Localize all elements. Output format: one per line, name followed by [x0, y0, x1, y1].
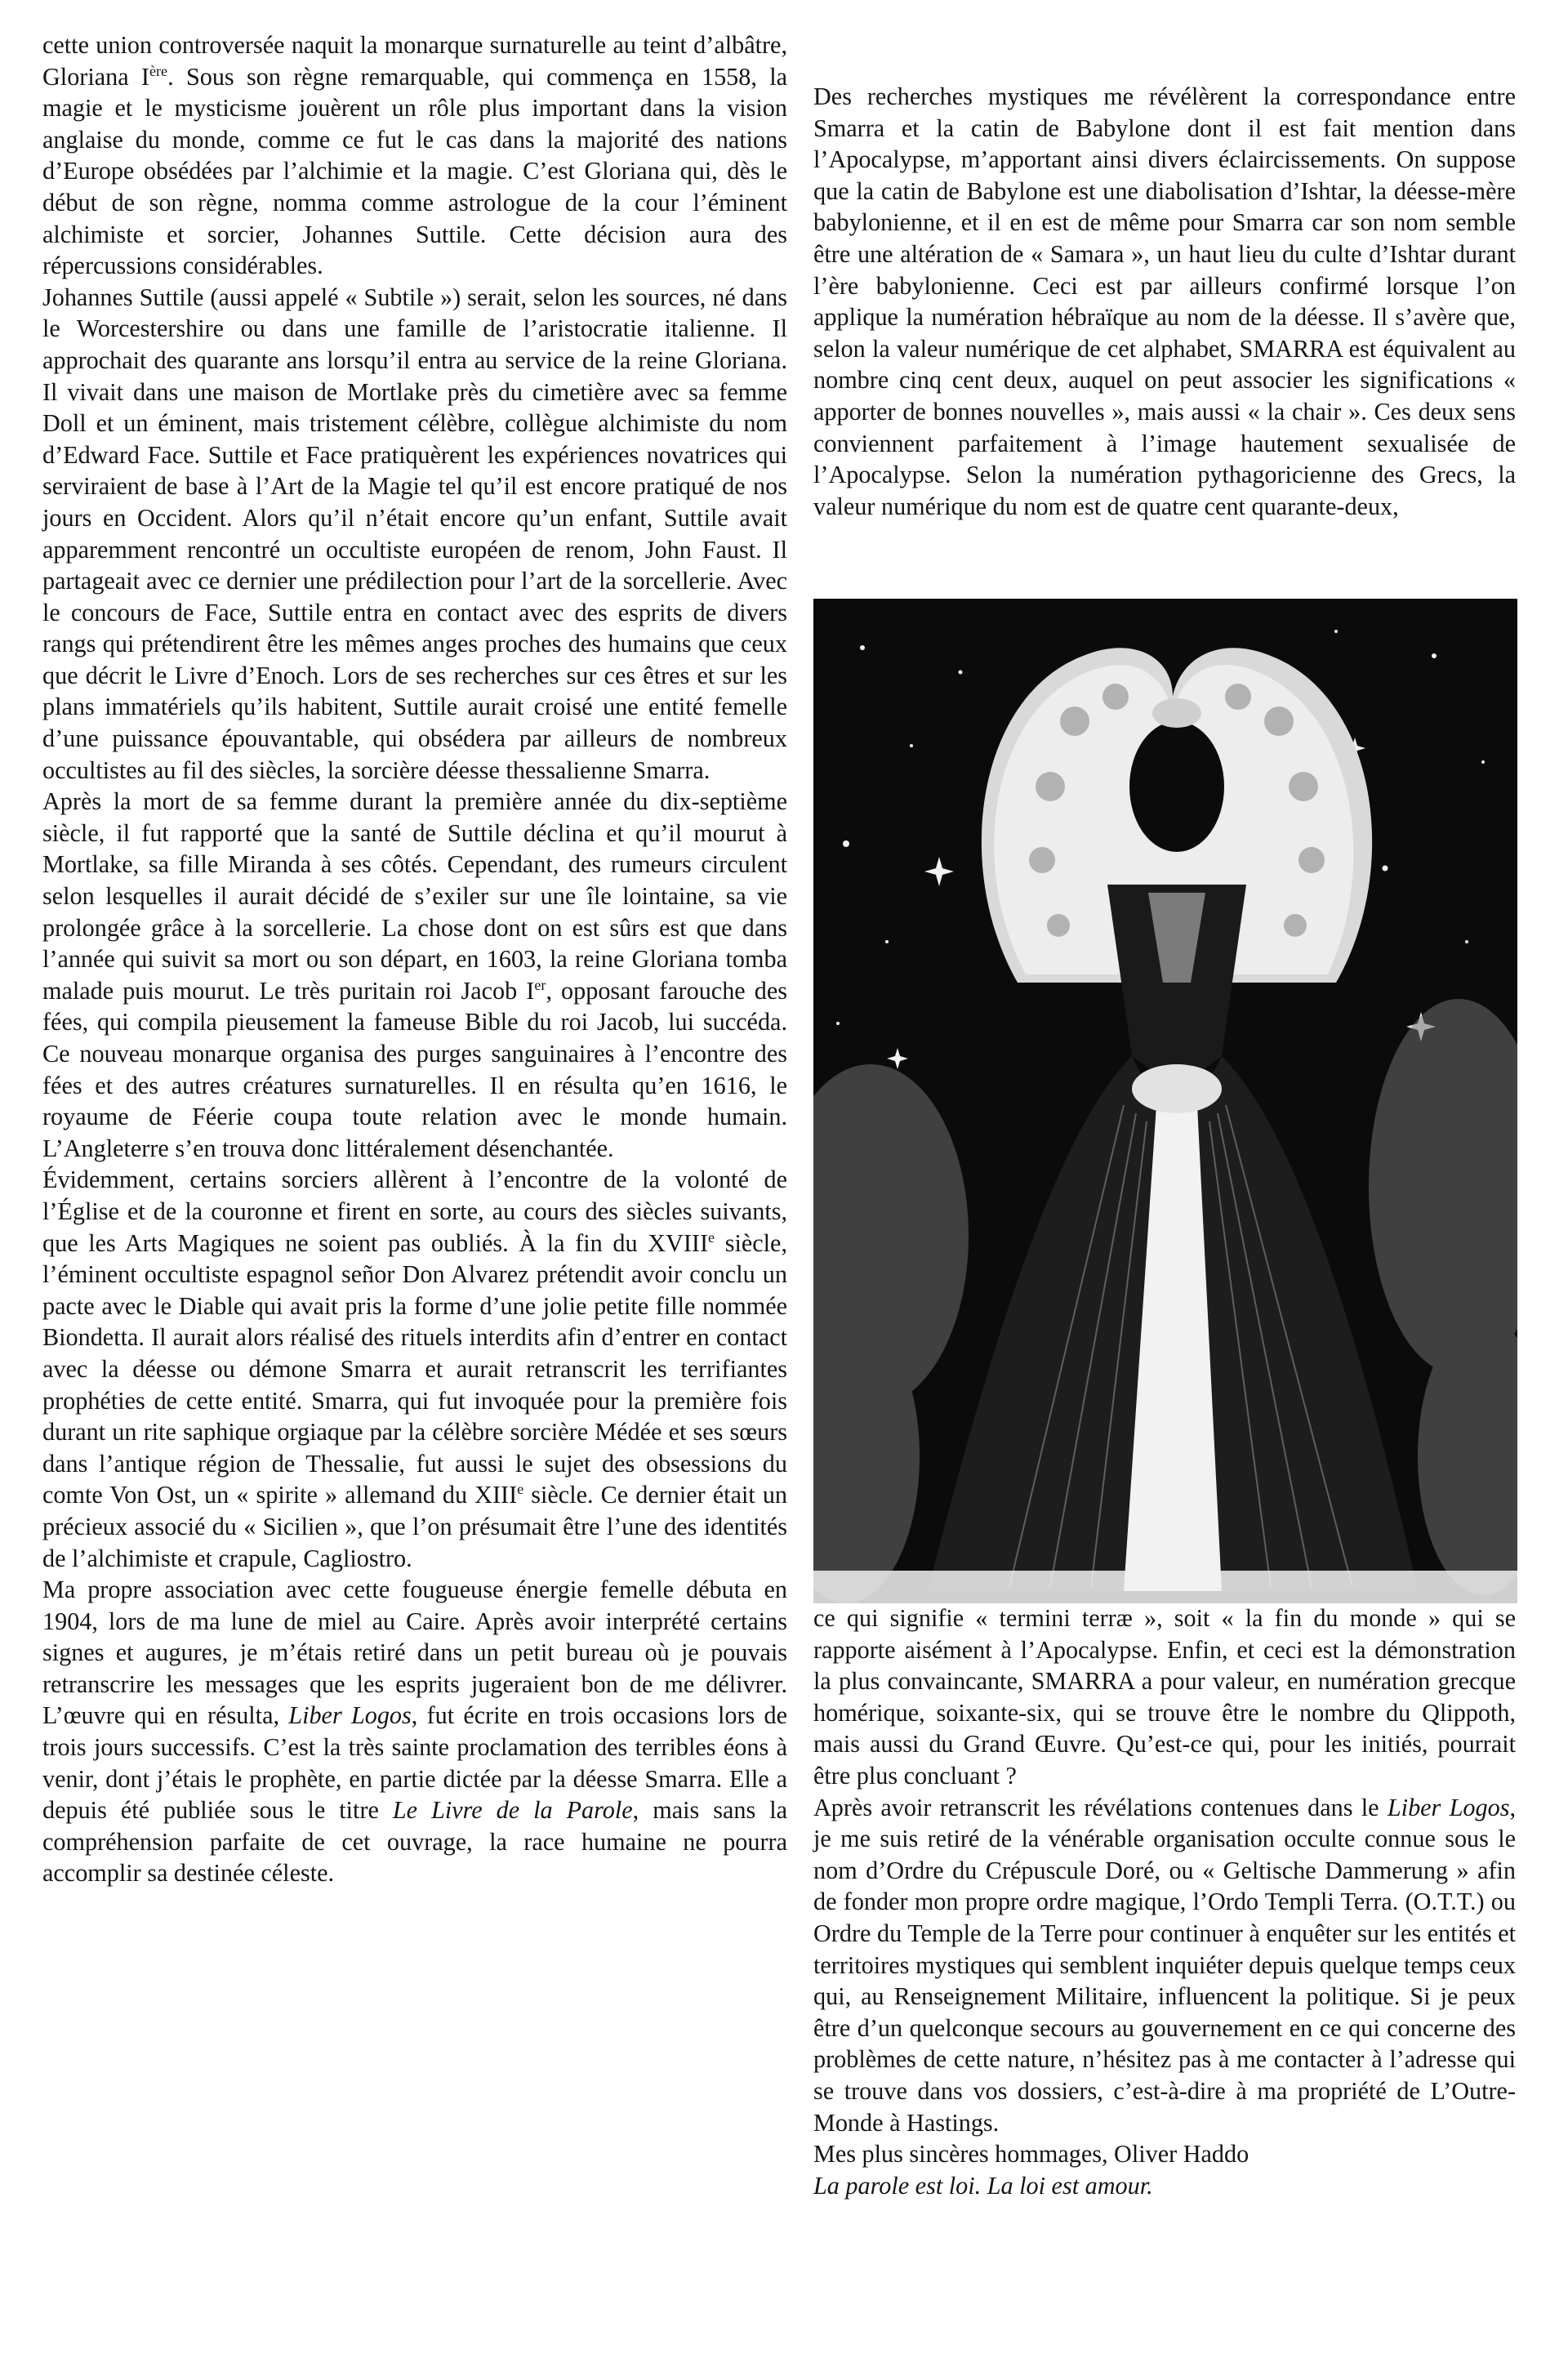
superscript: e: [708, 1228, 715, 1246]
motto: La parole est loi. La loi est amour.: [813, 2171, 1153, 2200]
paragraph: [42, 1164, 787, 1574]
text-run: . Sous son règne remarquable, qui commença en 1558, la magie et le mysticisme jouèrent un rôle plus important dans la vision anglaise du monde, comme ce fut le cas dans la majorité des nations d’Europe obsédées par l’alchimie et la magie. C’est Gloriana qui, dès le début de son règne, nomma comme astrologue de la cour l’éminent alchimiste et sorcier, Johannes Suttile. Cette décision aura des répercussions considérables.: [42, 62, 787, 280]
text-run: siècle, l’éminent occultiste espagnol señor Don Alvarez prétendit avoir conclu un pacte avec le Diable qui avait pris la forme d’une jolie petite fille nommée Biondetta. Il aurait alors réalisé des rituels interdits afin d’entrer en contact avec la déesse ou démone Smarra et aurait retranscrit les terrifiantes prophéties de cette entité. Smarra, qui fut invoquée pour la première fois durant un rite saphique orgiaque par la célèbre sorcière Médée et ses sœurs dans l’antique région de Thessalie, fut aussi le sujet des obsessions du comte Von Ost, un « spirite » allemand du XIII: [42, 1228, 787, 1509]
left-column: [42, 29, 787, 1889]
book-title: Liber Logos: [288, 1701, 412, 1730]
paragraph: [42, 29, 787, 282]
text-run: Après la mort de sa femme durant la première année du dix-septième siècle, il fut rapporté que la santé de Suttile déclina et qu’il mourut à Mortlake, sa fille Miranda à ses côtés. Cependant, des rumeurs circulent selon lesquelles il aurait décidé de s’exiler sur une île lointaine, sa vie prolongée grâce à la sorcellerie. La chose dont on est sûrs est que dans l’année qui suivit sa mort ou son départ, en 1603, la reine Gloriana tomba malade puis mourut. Le très puritain roi Jacob I: [42, 787, 787, 1005]
queen-head: [1129, 721, 1224, 852]
paragraph: [813, 1792, 1516, 2139]
closing-line: Mes plus sincères hommages, Oliver Haddo: [813, 2140, 1250, 2169]
text-run: siècle. Ce dernier était un précieux associé du « Sicilien », que l’on présumait être l’une des identités de l’alchimiste et crapule, Cagliostro.: [42, 1481, 788, 1572]
text-run: Après avoir retranscrit les révélations contenues dans le: [813, 1793, 1388, 1821]
paragraph: [42, 1574, 787, 1889]
text-run: , fut écrite en trois occasions lors de trois jours successifs. C’est la très sainte proclamation des terribles éons à venir, dont j’étais le prophète, en partie dictée par la déesse Smarra. Elle a depuis été publiée sous le titre: [42, 1701, 787, 1825]
superscript: e: [517, 1481, 524, 1498]
queen-illustration-icon: [813, 599, 1517, 1603]
book-title: Le Livre de la Parole: [392, 1796, 633, 1825]
paragraph: Des recherches mystiques me révélèrent la correspondance entre Smarra et la catin de Babylone dont il est fait mention dans l’Apocalypse, m’apportant ainsi divers éclaircissements. On suppose que la catin de Babylone est une diabolisation d’Ishtar, la déesse-mère babylonienne, et il en est de même pour Smarra car son nom semble être une altération de « Samara », un haut lieu du culte d’Ishtar durant l’ère babylonienne. Ceci est par ailleurs confirmé lorsque l’on applique la numération hébraïque au nom de la déesse. Il s’avère que, selon la valeur numérique de cet alphabet, SMARRA est équivalent au nombre cinq cent deux, auquel on peut associer les significations « apporter de bonnes nouvelles », mais aussi « la chair ». Ces deux sens conviennent parfaitement à l’image hautement sexualisée de l’Apocalypse. Selon la numération pythagoricienne des Grecs, la valeur numérique du nom est de quatre cent quarante-deux,: [813, 82, 1516, 520]
text-run: Ma propre association avec cette fougueuse énergie femelle débuta en 1904, lors de ma lune de miel au Caire. Après avoir interprété certains signes et augures, je m’étais retiré dans un petit bureau où je pouvais retranscrire les messages que les esprits jugeraient bon de me délivrer. L’œuvre qui en résulta,: [42, 1576, 787, 1730]
right-column-top: [813, 81, 1516, 522]
superscript: er: [534, 976, 546, 993]
text-run: , mais sans la compréhension parfaite de cet ouvrage, la race humaine ne pourra accomplir sa destinée céleste.: [42, 1796, 787, 1888]
paragraph: ce qui signifie « termini terræ », soit « la fin du monde » qui se rapporte aisément à l’Apocalypse. Enfin, et ceci est la démonstration la plus convaincante, SMARRA a pour valeur, en numération grecque homérique, soixante-six, qui se trouve être le nombre du Qlippoth, mais aussi du Grand Œuvre. Qu’est-ce qui, pour les initiés, pourrait être plus concluant ?: [813, 1604, 1516, 1790]
text-run: , opposant farouche des fées, qui compila pieusement la fameuse Bible du roi Jacob, lui succéda. Ce nouveau monarque organisa des purges sanguinaires à l’encontre des fées et des autres créatures surnaturelles. Il en résulta qu’en 1616, le royaume de Féerie coupa toute relation avec le monde humain. L’Angleterre s’en trouva donc littéralement désenchantée.: [42, 976, 787, 1162]
paragraph: [42, 786, 787, 1164]
text-run: , je me suis retiré de la vénérable organisation occulte connue sous le nom d’Ordre du Crépuscule Doré, ou « Geltische Dammerung » afin de fonder mon propre ordre magique, l’Ordo Templi Terra. (O.T.T.) ou Ordre du Temple de la Terre pour continuer à enquêter sur les entités et territoires mystiques qui semblent inquiéter depuis quelque temps ceux qui, au Renseignement Militaire, influencent la politique. Si je peux être d’un quelconque secours au gouvernement en ce qui concerne des problèmes de cette nature, n’hésitez pas à me contacter à l’adresse qui se trouve dans vos dossiers, c’est-à-dire à ma propriété de L’Outre-Monde à Hastings.: [813, 1793, 1516, 2137]
tiara: [1152, 698, 1201, 728]
text-run: cette union controversée naquit la monarque surnaturelle au teint d’albâtre, Gloriana I: [42, 31, 787, 91]
bouquet: [1132, 1064, 1222, 1113]
right-column-bottom: [813, 1603, 1516, 2201]
paragraph: Johannes Suttile (aussi appelé « Subtile ») serait, selon les sources, né dans le Worcestershire ou dans une famille de l’aristocratie italienne. Il approchait des quarante ans lorsqu’il entra au service de la reine Gloriana. Il vivait dans une maison de Mortlake près du cimetière avec sa femme Doll et un éminent, mais tristement célèbre, collègue alchimiste du nom d’Edward Face. Suttile et Face pratiquèrent les expériences novatrices qui serviraient de base à l’Art de la Magie tel qu’il est encore pratiqué de nos jours en Occident. Alors qu’il n’était encore qu’un enfant, Suttile avait apparemment rencontré un occultiste européen de renom, John Faust. Il partageait avec ce dernier une prédilection pour l’art de la sorcellerie. Avec le concours de Face, Suttile entra en contact avec des esprits de divers rangs qui prétendirent être les mêmes anges proches des humains que ceux que décrit le Livre d’Enoch. Lors de ses recherches sur ces êtres et sur les plans immatériels qu’ils habitent, Suttile aurait croisé une entité femelle d’une puissance épouvantable, qui obsédera par ailleurs de nombreux occultistes au fil des siècles, la sorcière déesse thessalienne Smarra.: [42, 283, 787, 784]
superscript: ère: [149, 62, 168, 79]
ground: [813, 1571, 1517, 1603]
text-run: Évidemment, certains sorciers allèrent à l’encontre de la volonté de l’Église et de la couronne et firent en sorte, au cours des siècles suivants, que les Arts Magiques ne soient pas oubliés. À la fin du XVIII: [42, 1166, 787, 1257]
book-title: Liber Logos: [1387, 1793, 1510, 1821]
